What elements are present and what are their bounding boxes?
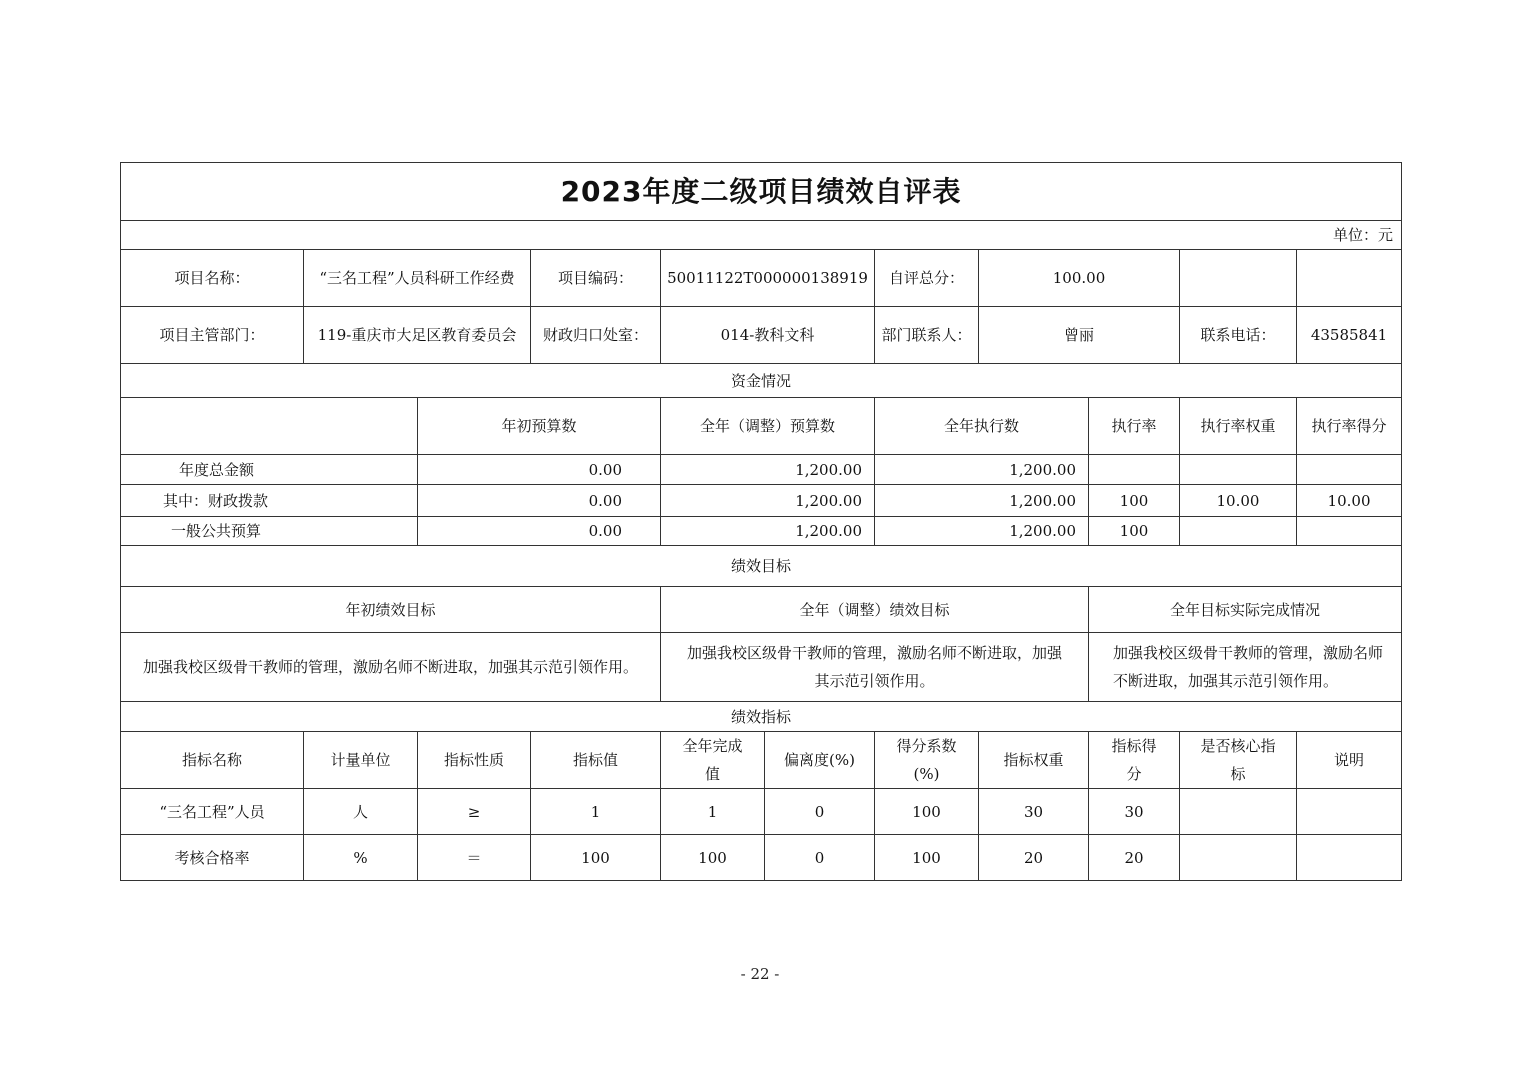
funds-header-adjusted: 全年（调整）预算数 [661, 398, 875, 455]
phone-label: 联系电话： [1180, 307, 1297, 364]
indicator-header: 指标性质 [418, 732, 531, 789]
funds-row-weight: 10.00 [1180, 485, 1297, 517]
goal-adjusted-text: 加强我校区级骨干教师的管理，激励名师不断进取，加强其示范引领作用。 [661, 633, 1089, 702]
indicator-unit: 人 [304, 789, 418, 835]
goals-header-adjusted: 全年（调整）绩效目标 [661, 587, 1089, 633]
indicator-nature: ＝ [418, 835, 531, 881]
goal-initial-text: 加强我校区级骨干教师的管理，激励名师不断进取，加强其示范引领作用。 [121, 633, 661, 702]
indicator-name: “三名工程”人员 [121, 789, 304, 835]
indicator-header: 说明 [1297, 732, 1402, 789]
indicator-target: 1 [531, 789, 661, 835]
funds-header-weight: 执行率权重 [1180, 398, 1297, 455]
project-name-label: 项目名称： [121, 250, 304, 307]
indicator-header: 指标值 [531, 732, 661, 789]
indicator-completed: 1 [661, 789, 765, 835]
funds-row-rate [1089, 455, 1180, 485]
indicator-header: 得分系数(%) [875, 732, 979, 789]
indicator-coefficient: 100 [875, 789, 979, 835]
indicator-unit: % [304, 835, 418, 881]
contact-label: 部门联系人： [875, 307, 979, 364]
indicator-core [1180, 789, 1297, 835]
funds-header-initial: 年初预算数 [418, 398, 661, 455]
phone-value: 43585841 [1297, 307, 1402, 364]
indicator-target: 100 [531, 835, 661, 881]
funds-row-adjusted: 1,200.00 [661, 485, 875, 517]
dept-value: 119-重庆市大足区教育委员会 [304, 307, 531, 364]
funds-header-executed: 全年执行数 [875, 398, 1089, 455]
unit-label: 单位：元 [121, 221, 1402, 250]
funds-row [121, 455, 1402, 485]
funds-header-blank [121, 398, 418, 455]
contact-value: 曾丽 [979, 307, 1180, 364]
indicator-score: 20 [1089, 835, 1180, 881]
indicator-note [1297, 835, 1402, 881]
funds-row-name: 年度总金额 [121, 455, 418, 485]
funds-row-adjusted: 1,200.00 [661, 455, 875, 485]
funds-row-executed: 1,200.00 [875, 455, 1089, 485]
indicator-row [121, 789, 1402, 835]
funds-row-name: 其中：财政拨款 [121, 485, 418, 517]
finance-office-label: 财政归口处室： [531, 307, 661, 364]
indicator-core [1180, 835, 1297, 881]
project-name-value: “三名工程”人员科研工作经费 [304, 250, 531, 307]
funds-section-header: 资金情况 [121, 364, 1402, 398]
funds-row-executed: 1,200.00 [875, 517, 1089, 546]
funds-row-initial: 0.00 [418, 517, 661, 546]
funds-row-score [1297, 517, 1402, 546]
funds-row-adjusted: 1,200.00 [661, 517, 875, 546]
indicator-header: 指标得分 [1089, 732, 1180, 789]
funds-row-executed: 1,200.00 [875, 485, 1089, 517]
funds-row-rate: 100 [1089, 485, 1180, 517]
funds-row-score [1297, 455, 1402, 485]
indicator-header: 是否核心指标 [1180, 732, 1297, 789]
self-evaluation-table [120, 162, 1402, 881]
indicator-header: 全年完成值 [661, 732, 765, 789]
indicator-coefficient: 100 [875, 835, 979, 881]
indicator-header: 偏离度(%) [765, 732, 875, 789]
funds-row-initial: 0.00 [418, 455, 661, 485]
goals-header-initial: 年初绩效目标 [121, 587, 661, 633]
funds-row-initial: 0.00 [418, 485, 661, 517]
project-code-value: 50011122T000000138919 [661, 250, 875, 307]
funds-row [121, 485, 1402, 517]
funds-header-score: 执行率得分 [1297, 398, 1402, 455]
indicator-score: 30 [1089, 789, 1180, 835]
funds-row [121, 517, 1402, 546]
funds-row-weight [1180, 517, 1297, 546]
indicator-weight: 20 [979, 835, 1089, 881]
self-score-value: 100.00 [979, 250, 1180, 307]
funds-header-rate: 执行率 [1089, 398, 1180, 455]
indicator-header: 指标权重 [979, 732, 1089, 789]
project-code-label: 项目编码： [531, 250, 661, 307]
indicator-weight: 30 [979, 789, 1089, 835]
self-score-label: 自评总分： [875, 250, 979, 307]
page-number: - 22 - [740, 965, 780, 983]
indicator-deviation: 0 [765, 789, 875, 835]
dept-label: 项目主管部门： [121, 307, 304, 364]
empty-cell [1180, 250, 1297, 307]
indicator-header: 指标名称 [121, 732, 304, 789]
goal-actual-text: 加强我校区级骨干教师的管理，激励名师不断进取，加强其示范引领作用。 [1089, 633, 1402, 702]
goals-section-header: 绩效目标 [121, 546, 1402, 587]
indicator-completed: 100 [661, 835, 765, 881]
funds-row-weight [1180, 455, 1297, 485]
indicator-row [121, 835, 1402, 881]
page-title: 2023年度二级项目绩效自评表 [121, 163, 1402, 221]
indicator-header: 计量单位 [304, 732, 418, 789]
finance-office-value: 014-教科文科 [661, 307, 875, 364]
indicator-name: 考核合格率 [121, 835, 304, 881]
funds-row-rate: 100 [1089, 517, 1180, 546]
funds-row-name: 一般公共预算 [121, 517, 418, 546]
empty-cell [1297, 250, 1402, 307]
goals-header-actual: 全年目标实际完成情况 [1089, 587, 1402, 633]
indicators-section-header: 绩效指标 [121, 702, 1402, 732]
indicator-deviation: 0 [765, 835, 875, 881]
indicator-note [1297, 789, 1402, 835]
indicator-nature: ≥ [418, 789, 531, 835]
funds-row-score: 10.00 [1297, 485, 1402, 517]
